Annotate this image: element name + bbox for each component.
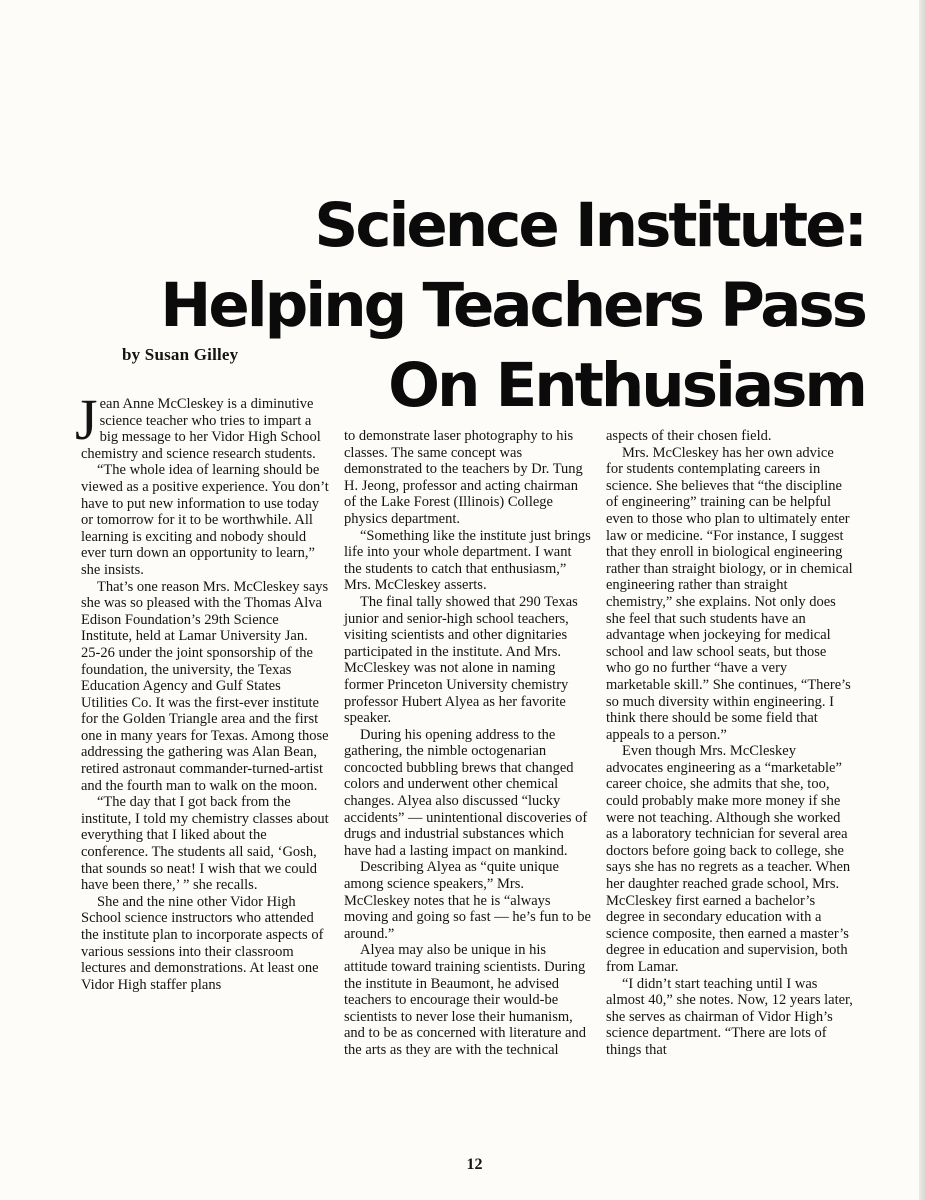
drop-cap: J — [75, 387, 98, 452]
headline-line-3: On Enthusiasm — [388, 350, 865, 421]
paragraph: “The whole idea of learning should be viewed as a positive experience. You don’t have to put new information to use today or tomorrow for it to be worthwhile. All learning is exciting and nobody should ever turn down an opportunity to learn,” she insists. — [81, 462, 329, 578]
paragraph: The final tally showed that 290 Texas junior and senior-high school teachers, visiting scientists and other dignitaries participated in the institute. And Mrs. McCleskey was not alone in naming former Princeton University chemistry professor Hubert Alyea as her favorite speaker. — [344, 593, 578, 727]
paragraph: aspects of their chosen field. — [606, 428, 772, 444]
article-column-1 — [75, 387, 329, 993]
paragraph: Describing Alyea as “quite unique among science speakers,” Mrs. McCleskey notes that he is “always moving and going so fast — he’s fun to be around.” — [344, 859, 591, 942]
paragraph: During his opening address to the gathering, the nimble octogenarian concocted bubbling brews that changed colors and underwent other chemical changes. Alyea also discussed “lucky accidents” — unintentional discoveries of drugs and industrial substances which have had a lasting impact on mankind. — [344, 726, 588, 859]
paragraph: “Something like the institute just brings life into your whole department. I want the students to catch that enthusiasm,” Mrs. McCleskey asserts. — [344, 527, 591, 594]
headline-line-2: Helping Teachers Pass — [160, 270, 865, 341]
paragraph: That’s one reason Mrs. McCleskey says she was so pleased with the Thomas Alva Edison Foundation’s 29th Science Institute, held at Lamar University Jan. 25-26 under the joint sponsorship of the foundation, the university, the Texas Education Agency and Gulf States Utilities Co. It was the first-ever institute for the Golden Triangle area and the first one in many years for Texas. Among those addressing the gathering was Alan Bean, retired astronaut commander-turned-artist and the fourth man to walk on the moon. — [81, 578, 329, 794]
paragraph: “I didn’t start teaching until I was almost 40,” she notes. Now, 12 years later, she serves as chairman of Vidor High’s science department. “There are lots of things that — [606, 975, 853, 1058]
paragraph: Alyea may also be unique in his attitude toward training scientists. During the institute in Beaumont, he advised teachers to encourage their would-be scientists to never lose their humanism, and to be as concerned with literature and the arts as they are with the technical — [344, 942, 586, 1058]
page-number — [0, 1156, 925, 1174]
paragraph-text: ean Anne McCleskey is a diminutive science teacher who tries to impart a big message to her Vidor High School chemistry and science research students. — [81, 396, 321, 462]
paragraph: Even though Mrs. McCleskey advocates engineering as a “marketable” career choice, she admits that she, too, could probably make more money if she were not teaching. Although she worked as a laboratory technician for several area doctors before going back to college, she says she has no regrets as a teacher. When her daughter reached grade school, Mrs. McCleskey first earned a bachelor’s degree in secondary education with a science composite, then earned a master’s degree in education and supervision, both from Lamar. — [606, 743, 851, 975]
article-column-3 — [606, 428, 854, 1059]
paragraph: “The day that I got back from the institute, I told my chemistry classes about everything that I liked about the conference. The students all said, ‘Gosh, that sounds so neat! I wish that we could have been there,’ ” she recalls. — [81, 794, 329, 894]
paragraph — [75, 387, 329, 462]
paragraph: She and the nine other Vidor High School science instructors who attended the institute plan to incorporate aspects of various sessions into their classroom lectures and demonstrations. At least one Vidor High staffer plans — [81, 893, 324, 993]
page-number-text: 12 — [466, 1156, 483, 1173]
headline-line-1: Science Institute: — [314, 190, 865, 261]
paragraph: to demonstrate laser photography to his classes. The same concept was demonstrated to the teachers by Dr. Tung H. Jeong, professor and acting chairman of the Lake Forest (Illinois) College physics department. — [344, 428, 583, 527]
article-column-2 — [344, 428, 592, 1059]
page-edge-shadow — [919, 0, 925, 1200]
paragraph: Mrs. McCleskey has her own advice for students contemplating careers in science. She believes that “the discipline of engineering” training can be helpful even to those who plan to ultimately enter law or medicine. “For instance, I suggest that they enroll in biological engineering rather than straight biology, or in chemical engineering rather than straight chemistry,” she explains. Not only does she feel that such students have an advantage when jockeying for medical school and law school seats, but those who go no further “have a very marketable skill.” She continues, “There’s so much diversity within engineering. I think there should be some field that appeals to a person.” — [606, 444, 853, 743]
article-headline — [160, 186, 865, 426]
byline: by Susan Gilley — [122, 345, 239, 364]
